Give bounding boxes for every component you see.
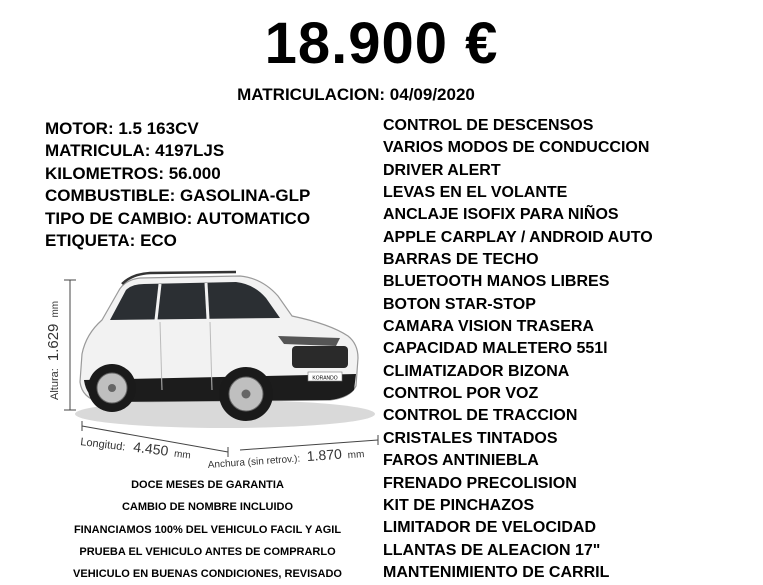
- svg-text:Altura: 1.629: [45, 301, 62, 400]
- feature-item: MANTENIMIENTO DE CARRIL: [383, 563, 610, 581]
- spec-item: ETIQUETA: ECO: [45, 231, 177, 251]
- spec-list: [45, 118, 310, 252]
- feature-item: CAPACIDAD MALETERO 551l: [383, 340, 608, 358]
- car-illustration: [40, 262, 385, 472]
- notes-list: [40, 474, 375, 585]
- note-item: FINANCIAMOS 100% DEL VEHICULO FACIL Y AGIL: [73, 523, 342, 536]
- feature-item: BLUETOOTH MANOS LIBRES: [383, 273, 610, 291]
- height-dimension: [45, 280, 76, 410]
- note-item: PRUEBA EL VEHICULO ANTES DE COMPRARLO: [79, 545, 336, 558]
- feature-item: BOTON STAR-STOP: [383, 295, 536, 313]
- registration-date: MATRICULACION: 04/09/2020: [237, 85, 475, 104]
- length-value: 4.450: [132, 438, 170, 459]
- front-wheel: [219, 367, 273, 421]
- svg-text:Longitud: 4.450: [80, 432, 192, 461]
- feature-item: FAROS ANTINIEBLA: [383, 452, 539, 470]
- feature-item: KIT DE PINCHAZOS: [383, 496, 535, 514]
- spec-item: COMBUSTIBLE: GASOLINA-GLP: [45, 186, 311, 206]
- width-label: Anchura (sin retrov.):: [207, 453, 301, 471]
- feature-item: VARIOS MODOS DE CONDUCCION: [383, 139, 650, 157]
- feature-item: CONTROL DE DESCENSOS: [383, 117, 594, 134]
- note-item: CAMBIO DE NOMBRE INCLUIDO: [121, 501, 294, 514]
- front-grille: [292, 346, 348, 368]
- length-label: Longitud:: [79, 436, 127, 454]
- feature-item: CRISTALES TINTADOS: [383, 429, 558, 447]
- feature-item: DRIVER ALERT: [383, 161, 501, 179]
- length-unit: mm: [173, 448, 192, 462]
- width-dimension: [207, 435, 378, 471]
- feature-item: FRENADO PRECOLISION: [383, 474, 577, 492]
- height-label: Altura:: [49, 368, 61, 400]
- feature-item: CONTROL DE TRACCION: [383, 407, 578, 425]
- feature-item: BARRAS DE TECHO: [383, 251, 539, 269]
- feature-item: ANCLAJE ISOFIX PARA NIÑOS: [383, 206, 619, 224]
- spec-item: MOTOR: 1.5 163CV: [45, 119, 199, 138]
- feature-item: CLIMATIZADOR BIZONA: [383, 362, 570, 380]
- note-item: DOCE MESES DE GARANTIA: [131, 479, 284, 491]
- spec-item: KILOMETROS: 56.000: [45, 163, 221, 183]
- feature-item: CONTROL POR VOZ: [383, 385, 539, 403]
- car-image: [40, 262, 385, 472]
- feature-item: APPLE CARPLAY / ANDROID AUTO: [383, 228, 653, 246]
- rear-wheel: [88, 364, 136, 412]
- svg-text:Anchura (sin retrov.):: [207, 444, 365, 471]
- height-value: 1.629: [45, 323, 62, 362]
- feature-item: LIMITADOR DE VELOCIDAD: [383, 519, 597, 537]
- feature-item: CAMARA VISION TRASERA: [383, 318, 594, 336]
- width-unit: mm: [347, 449, 365, 462]
- feature-item: LLANTAS DE ALEACION 17": [383, 541, 601, 559]
- width-value: 1.870: [306, 445, 343, 465]
- price: 18.900 €: [264, 11, 499, 76]
- note-item: VEHICULO EN BUENAS CONDICIONES, REVISADO: [73, 568, 342, 581]
- feature-list: [383, 115, 653, 584]
- plate-text: KORANDO: [312, 375, 338, 382]
- feature-item: LEVAS EN EL VOLANTE: [383, 184, 568, 202]
- spec-item: TIPO DE CAMBIO: AUTOMATICO: [45, 208, 311, 228]
- spec-item: MATRICULA: 4197LJS: [45, 141, 225, 161]
- height-unit: mm: [50, 300, 61, 318]
